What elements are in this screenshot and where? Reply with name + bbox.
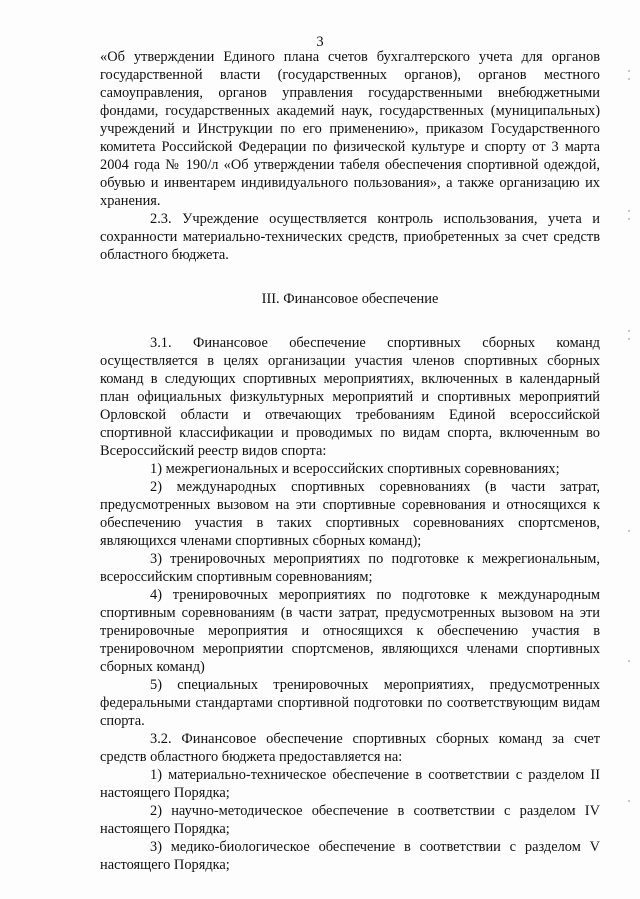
section-heading: III. Финансовое обеспечение (261, 291, 439, 307)
list-item-3-2-3: 3) медико-биологическое обеспечение в соответствии с разделом V настоящего Порядка; (100, 839, 600, 873)
paragraph-2-3: 2.3. Учреждение осуществляется контроль использования, учета и сохранности материально-технических средств, приобретенных за счет средств областного бюджета. (100, 211, 600, 263)
scan-edge-marks (628, 60, 632, 820)
paragraph-3-1: 3.1. Финансовое обеспечение спортивных сборных команд осуществляется в целях организации участия членов спортивных сборных команд в следующих спортивных мероприятиях, включенных в календарный план официальных физкультурных мероприятий и спортивных мероприятий Орловской области и отвечающих требованиям Единой всероссийской спортивной классификации и проводимых по видам спорта, включенным во Всероссийский реестр видов спорта: (100, 335, 600, 459)
paragraph-order-references: «Об утверждении Единого плана счетов бухгалтерского учета для органов государственной власти (государственных органов), органов местного самоуправления, органов управления государственными внебюджетными фондами, государственных академий наук, государственных (муниципальных) учреждений и Инструкции по его применению», приказом Государственного комитета Российской Федерации по физической культуре и спорту от 3 марта 2004 года № 190/л «Об утверждении табеля обеспечения спортивной одеждой, обувью и инвентарем индивидуального пользования», а также организацию их хранения. (100, 49, 600, 209)
list-item-3-2-2: 2) научно-методическое обеспечение в соответствии с разделом IV настоящего Порядка; (100, 803, 600, 837)
list-item-3-1-2: 2) международных спортивных соревнованиях (в части затрат, предусмотренных вызовом на эти спортивные соревнования и относящихся к обеспечению участия в таких спортивных соревнованиях спортсменов, являющихся членами спортивных сборных команд); (100, 479, 600, 549)
document-body (100, 48, 600, 874)
list-item-3-1-5: 5) специальных тренировочных мероприятиях, предусмотренных федеральными стандартами спортивной подготовки по соответствующим видам спорта. (100, 677, 600, 729)
list-item-3-2-1: 1) материально-техническое обеспечение в соответствии с разделом II настоящего Порядка; (100, 767, 600, 801)
list-item-3-1-1: 1) межрегиональных и всероссийских спортивных соревнованиях; (150, 461, 560, 477)
page-number: 3 (316, 34, 324, 50)
list-item-3-1-3: 3) тренировочных мероприятиях по подготовке к межрегиональным, всероссийским спортивным соревнованиям; (100, 551, 600, 585)
paragraph-3-2: 3.2. Финансовое обеспечение спортивных сборных команд за счет средств областного бюджета предоставляется на: (100, 731, 600, 765)
list-item-3-1-4: 4) тренировочных мероприятиях по подготовке к международным спортивным соревнованиям (в части затрат, предусмотренных вызовом на эти тренировочные мероприятия и относящихся к обеспечению участия в тренировочном мероприятии спортсменов, являющихся членами спортивных сборных команд) (100, 587, 600, 675)
